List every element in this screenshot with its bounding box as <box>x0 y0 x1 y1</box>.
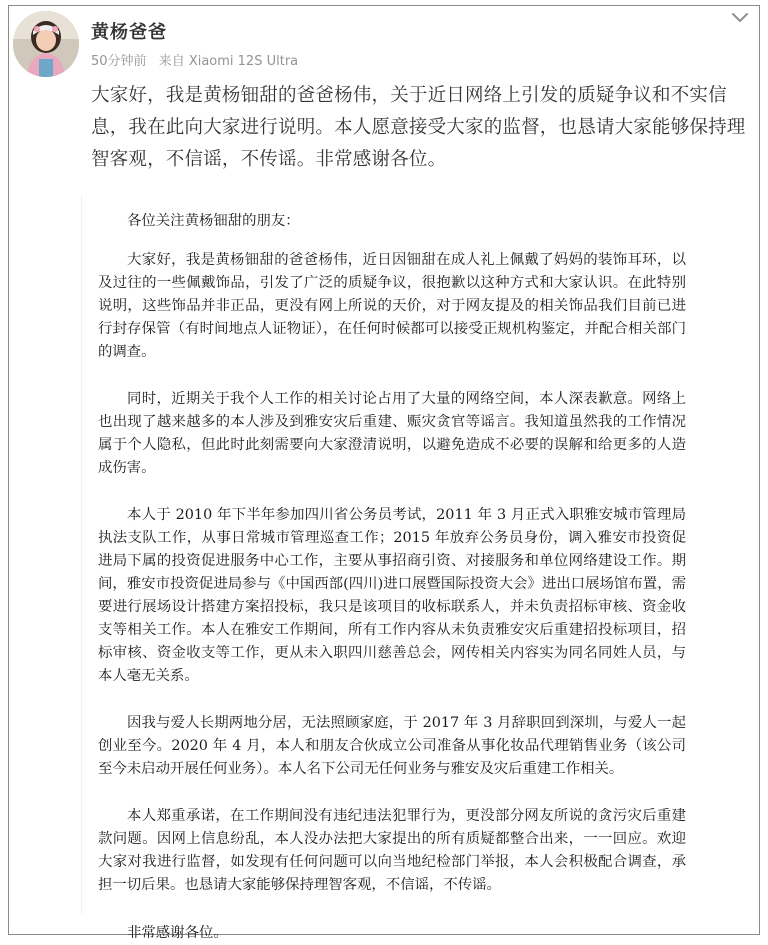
letter-paragraph-3: 本人于 2010 年下半年参加四川省公务员考试，2011 年 3 月正式入职雅安城市管理局执法支队工作，从事日常城市管理巡查工作；2015 年放弃公务员身份，调入雅安市投资促进局下属的投资促进服务中心工作，主要从事招商引资、对接服务和单位网络建设工作。期间，雅安市投资促进局参与《中国西部(四川)进口展暨国际投资大会》进出口展场馆布置，需要进行展场设计搭建方案招投标，我只是该项目的收标联系人，并未负责招标审核、资金收支等相关工作。本人在雅安工作期间，所有工作内容从未负责雅安灾后重建招投标项目，招标审核、资金收支等工作，更从未入职四川慈善总会，网传相关内容实为同名同姓人员，与本人毫无关系。 <box>98 507 686 684</box>
post-time[interactable]: 50分钟前 <box>91 54 147 69</box>
post-source: 来自 Xiaomi 12S Ultra <box>158 54 299 69</box>
letter-paragraph-2: 同时，近期关于我个人工作的相关讨论占用了大量的网络空间，本人深表歉意。网络上也出现了越来越多的本人涉及到雅安灾后重建、赈灾贪官等谣言。我知道虽然我的工作情况属于个人隐私，但此时此刻需要向大家澄清说明，以避免造成不必要的误解和给更多的人造成伤害。 <box>98 391 686 476</box>
letter-paragraph-5: 本人郑重承诺，在工作期间没有违纪违法犯罪行为，更没部分网友所说的贪污灾后重建款问题。因网上信息纷乱，本人没办法把大家提出的所有质疑都整合出来，一一回应。欢迎大家对我进行监督，如发现有任何问题可以向当地纪检部门举报，本人会积极配合调查，承担一切后果。也恳请大家能够保持理智客观，不信谣，不传谣。 <box>98 808 686 893</box>
post-body: 大家好，我是黄杨钿甜的爸爸杨伟，关于近日网络上引发的质疑争议和不实信息，我在此向大家进行说明。本人愿意接受大家的监督，也恳请大家能够保持理智客观，不信谣，不传谣。非常感谢各位。 <box>91 85 746 170</box>
post-meta <box>91 50 298 69</box>
weibo-post-card <box>8 5 760 941</box>
letter-paragraph-1: 大家好，我是黄杨钿甜的爸爸杨伟，近日因钿甜在成人礼上佩戴了妈妈的装饰耳环，以及过往的一些佩戴饰品，引发了广泛的质疑争议，很抱歉以这种方式和大家认识。在此特别说明，这些饰品并非正品，更没有网上所说的天价，对于网友提及的相关饰品我们目前已进行封存保管（有时间地点人证物证），在任何时候都可以接受正规机构鉴定，并配合相关部门的调查。 <box>98 252 686 360</box>
letter-salutation: 各位关注黄杨钿甜的朋友： <box>127 213 300 229</box>
username[interactable]: 黄杨爸爸 <box>91 22 167 43</box>
letter-closing: 非常感谢各位。 <box>127 925 228 941</box>
avatar[interactable] <box>13 11 79 77</box>
chevron-down-icon[interactable] <box>729 10 751 26</box>
letter-paragraph-4: 因我与爱人长期两地分居，无法照顾家庭，于 2017 年 3 月辞职回到深圳，与爱人一起创业至今。2020 年 4 月，本人和朋友合伙成立公司准备从事化妆品代理销售业务（该公司至今未启动开展任何业务）。本人名下公司无任何业务与雅安及灾后重建工作相关。 <box>98 715 686 777</box>
statement-image[interactable] <box>81 194 706 941</box>
avatar-photo <box>13 11 79 77</box>
